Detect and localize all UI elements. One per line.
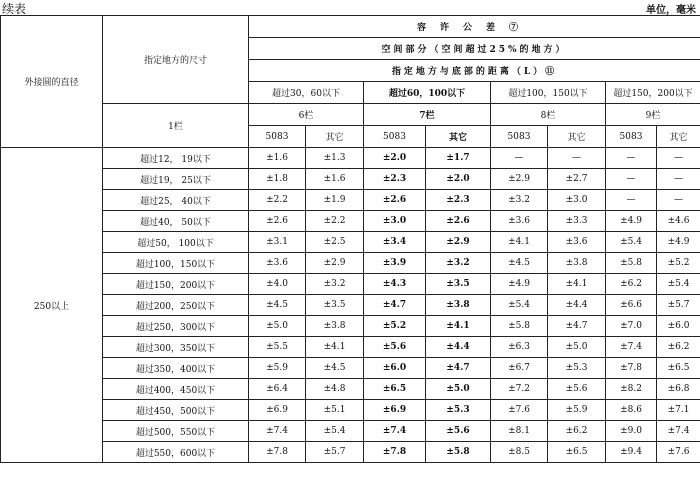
- table-row: [1, 253, 700, 274]
- spec-cell: 超过150，200以下: [103, 274, 249, 295]
- subcolumn-header: 其它: [306, 126, 364, 148]
- tolerance-cell: ±3.6: [491, 211, 548, 232]
- tolerance-cell: ±3.5: [426, 274, 491, 295]
- tolerance-cell: ±2.6: [426, 211, 491, 232]
- spec-cell: 超过250，300以下: [103, 316, 249, 337]
- table-row: [1, 232, 700, 253]
- range-header: 超过100，150以下: [491, 82, 606, 104]
- tolerance-cell: ±4.9: [606, 211, 657, 232]
- tolerance-cell: ±5.3: [548, 358, 606, 379]
- page-header: [0, 0, 700, 14]
- column-header: 9栏: [606, 104, 700, 126]
- tolerance-cell: ±1.7: [426, 148, 491, 169]
- outer-diameter-header: 外接圆的直径: [1, 16, 103, 148]
- spec-header: 指定地方的尺寸: [103, 16, 249, 104]
- tolerance-cell: ±7.4: [606, 337, 657, 358]
- tolerance-cell: ±2.3: [426, 190, 491, 211]
- tolerance-cell: ±4.1: [426, 316, 491, 337]
- space-header: 空间部分（空间超过25%的地方）: [249, 38, 700, 60]
- tolerance-cell: ±2.9: [426, 232, 491, 253]
- tolerance-cell: ±7.1: [657, 400, 700, 421]
- tolerance-cell: ±3.8: [548, 253, 606, 274]
- tolerance-cell: ±6.5: [364, 379, 426, 400]
- tolerance-cell: ±4.4: [548, 295, 606, 316]
- tolerance-cell: ±3.1: [249, 232, 306, 253]
- table-row: [1, 358, 700, 379]
- tolerance-cell: ±6.3: [491, 337, 548, 358]
- column-header: 6栏: [249, 104, 364, 126]
- tolerance-cell: ±4.9: [491, 274, 548, 295]
- subcolumn-header: 其它: [548, 126, 606, 148]
- tolerance-cell: ±5.4: [491, 295, 548, 316]
- spec-cell: 超过12， 19以下: [103, 148, 249, 169]
- tolerance-cell: ±8.2: [606, 379, 657, 400]
- table-row: [1, 337, 700, 358]
- spec-cell: 超过300，350以下: [103, 337, 249, 358]
- tolerance-cell: ±7.8: [606, 358, 657, 379]
- tolerance-cell: ±3.8: [426, 295, 491, 316]
- tolerance-cell: ±7.6: [657, 442, 700, 463]
- table-row: [1, 316, 700, 337]
- tolerance-cell: ±6.2: [657, 337, 700, 358]
- tolerance-cell: ±7.8: [249, 442, 306, 463]
- tolerance-cell: ±2.6: [364, 190, 426, 211]
- tolerance-cell: ±2.6: [249, 211, 306, 232]
- tolerance-cell: ±5.2: [364, 316, 426, 337]
- tolerance-cell: ±3.6: [249, 253, 306, 274]
- tolerance-cell: ±5.3: [426, 400, 491, 421]
- tolerance-cell: ±5.7: [306, 442, 364, 463]
- table-row: [1, 211, 700, 232]
- tolerance-cell: ±7.4: [657, 421, 700, 442]
- tolerance-cell: ±6.9: [364, 400, 426, 421]
- tolerance-cell: ±3.6: [548, 232, 606, 253]
- tolerance-cell: ±8.1: [491, 421, 548, 442]
- tolerance-cell: ±4.9: [657, 232, 700, 253]
- subcolumn-header: 5083: [249, 126, 306, 148]
- tolerance-cell: ±4.5: [306, 358, 364, 379]
- tolerance-cell: ±5.0: [548, 337, 606, 358]
- tolerance-cell: —: [657, 190, 700, 211]
- tolerance-cell: ±5.6: [426, 421, 491, 442]
- tolerance-cell: ±7.6: [491, 400, 548, 421]
- tolerance-cell: ±3.2: [306, 274, 364, 295]
- subcolumn-header: 5083: [491, 126, 548, 148]
- tolerance-cell: ±4.7: [364, 295, 426, 316]
- tolerance-cell: ±7.4: [249, 421, 306, 442]
- tolerance-cell: ±5.4: [657, 274, 700, 295]
- tolerance-cell: ±3.8: [306, 316, 364, 337]
- tolerance-cell: ±6.5: [657, 358, 700, 379]
- spec-cell: 超过19， 25以下: [103, 169, 249, 190]
- column-header: 7栏: [364, 104, 491, 126]
- outer-diameter-value: 250以上: [1, 148, 103, 463]
- table-row: [1, 190, 700, 211]
- tolerance-cell: ±4.7: [548, 316, 606, 337]
- tolerance-cell: —: [657, 169, 700, 190]
- tolerance-cell: ±2.0: [426, 169, 491, 190]
- tolerance-cell: ±2.5: [306, 232, 364, 253]
- tolerance-cell: ±5.4: [606, 232, 657, 253]
- tolerance-cell: ±6.0: [657, 316, 700, 337]
- tolerance-cell: ±5.9: [249, 358, 306, 379]
- tolerance-header: 容许公差⑦: [249, 16, 700, 38]
- tolerance-cell: ±4.3: [364, 274, 426, 295]
- tolerance-cell: ±1.9: [306, 190, 364, 211]
- subcolumn-header: 5083: [364, 126, 426, 148]
- tolerance-cell: ±2.9: [306, 253, 364, 274]
- table-row: [1, 295, 700, 316]
- tolerance-cell: ±5.4: [306, 421, 364, 442]
- distance-header: 指定地方与底部的距离（L）⑪: [249, 60, 700, 82]
- tolerance-cell: ±5.8: [606, 253, 657, 274]
- tolerance-cell: ±3.0: [364, 211, 426, 232]
- tolerance-cell: ±2.9: [491, 169, 548, 190]
- range-header: 超过60，100以下: [364, 82, 491, 104]
- tolerance-cell: ±1.8: [249, 169, 306, 190]
- tolerance-cell: ±6.9: [249, 400, 306, 421]
- tolerance-cell: ±5.8: [426, 442, 491, 463]
- tolerance-cell: —: [491, 148, 548, 169]
- tolerance-cell: ±9.4: [606, 442, 657, 463]
- tolerance-cell: —: [657, 148, 700, 169]
- tolerance-cell: ±5.5: [249, 337, 306, 358]
- unit-label: 单位，毫米: [646, 5, 696, 16]
- tolerance-cell: —: [606, 190, 657, 211]
- tolerance-cell: ±9.0: [606, 421, 657, 442]
- tolerance-cell: ±5.8: [491, 316, 548, 337]
- subcolumn-header: 5083: [606, 126, 657, 148]
- tolerance-cell: ±4.6: [657, 211, 700, 232]
- table-row: [1, 148, 700, 169]
- tolerance-cell: ±8.6: [606, 400, 657, 421]
- tolerance-cell: ±2.0: [364, 148, 426, 169]
- tolerance-cell: ±7.2: [491, 379, 548, 400]
- tolerance-cell: ±5.0: [426, 379, 491, 400]
- tolerance-cell: —: [606, 169, 657, 190]
- tolerance-cell: ±5.2: [657, 253, 700, 274]
- tolerance-cell: ±5.9: [548, 400, 606, 421]
- tolerance-cell: ±5.7: [657, 295, 700, 316]
- tolerance-cell: ±6.5: [548, 442, 606, 463]
- tolerance-cell: ±3.5: [306, 295, 364, 316]
- range-header: 超过30，60以下: [249, 82, 364, 104]
- tolerance-cell: ±4.1: [548, 274, 606, 295]
- tolerance-cell: ±8.5: [491, 442, 548, 463]
- tolerance-cell: ±1.6: [249, 148, 306, 169]
- tolerance-table: [0, 15, 700, 463]
- tolerance-cell: ±4.8: [306, 379, 364, 400]
- table-row: [1, 421, 700, 442]
- tolerance-cell: ±6.2: [606, 274, 657, 295]
- tolerance-cell: ±2.2: [249, 190, 306, 211]
- tolerance-cell: ±6.0: [364, 358, 426, 379]
- tolerance-cell: ±3.9: [364, 253, 426, 274]
- table-row: [1, 442, 700, 463]
- tolerance-cell: ±6.6: [606, 295, 657, 316]
- tolerance-cell: ±5.0: [249, 316, 306, 337]
- spec-cell: 超过550，600以下: [103, 442, 249, 463]
- tolerance-cell: —: [606, 148, 657, 169]
- tolerance-cell: ±5.6: [364, 337, 426, 358]
- range-header: 超过150，200以下: [606, 82, 700, 104]
- tolerance-cell: ±2.7: [548, 169, 606, 190]
- tolerance-cell: ±4.4: [426, 337, 491, 358]
- tolerance-cell: ±4.5: [249, 295, 306, 316]
- tolerance-cell: ±1.3: [306, 148, 364, 169]
- continued-label: 续表: [2, 2, 27, 16]
- tolerance-cell: ±4.1: [306, 337, 364, 358]
- column-header: 8栏: [491, 104, 606, 126]
- tolerance-cell: ±5.6: [548, 379, 606, 400]
- tolerance-cell: ±5.1: [306, 400, 364, 421]
- group-label: 1栏: [103, 104, 249, 148]
- tolerance-cell: ±7.4: [364, 421, 426, 442]
- tolerance-cell: ±6.8: [657, 379, 700, 400]
- spec-cell: 超过450，500以下: [103, 400, 249, 421]
- table-row: [1, 169, 700, 190]
- spec-cell: 超过100，150以下: [103, 253, 249, 274]
- spec-cell: 超过40， 50以下: [103, 211, 249, 232]
- subcolumn-header: 其它: [426, 126, 491, 148]
- tolerance-cell: ±4.5: [491, 253, 548, 274]
- spec-cell: 超过350，400以下: [103, 358, 249, 379]
- tolerance-cell: ±4.7: [426, 358, 491, 379]
- tolerance-cell: ±3.0: [548, 190, 606, 211]
- spec-cell: 超过200，250以下: [103, 295, 249, 316]
- tolerance-cell: ±6.2: [548, 421, 606, 442]
- tolerance-cell: ±2.3: [364, 169, 426, 190]
- tolerance-cell: ±4.1: [491, 232, 548, 253]
- subcolumn-header: 其它: [657, 126, 700, 148]
- tolerance-cell: ±3.3: [548, 211, 606, 232]
- spec-cell: 超过500，550以下: [103, 421, 249, 442]
- table-row: [1, 379, 700, 400]
- spec-cell: 超过400，450以下: [103, 379, 249, 400]
- tolerance-cell: ±7.8: [364, 442, 426, 463]
- tolerance-cell: ±3.2: [491, 190, 548, 211]
- spec-cell: 超过25， 40以下: [103, 190, 249, 211]
- tolerance-cell: ±6.4: [249, 379, 306, 400]
- table-row: [1, 274, 700, 295]
- tolerance-cell: ±3.4: [364, 232, 426, 253]
- tolerance-cell: ±1.6: [306, 169, 364, 190]
- tolerance-cell: ±7.0: [606, 316, 657, 337]
- tolerance-cell: ±6.7: [491, 358, 548, 379]
- spec-cell: 超过50， 100以下: [103, 232, 249, 253]
- tolerance-cell: ±3.2: [426, 253, 491, 274]
- tolerance-cell: ±2.2: [306, 211, 364, 232]
- tolerance-cell: ±4.0: [249, 274, 306, 295]
- tolerance-cell: —: [548, 148, 606, 169]
- table-row: [1, 400, 700, 421]
